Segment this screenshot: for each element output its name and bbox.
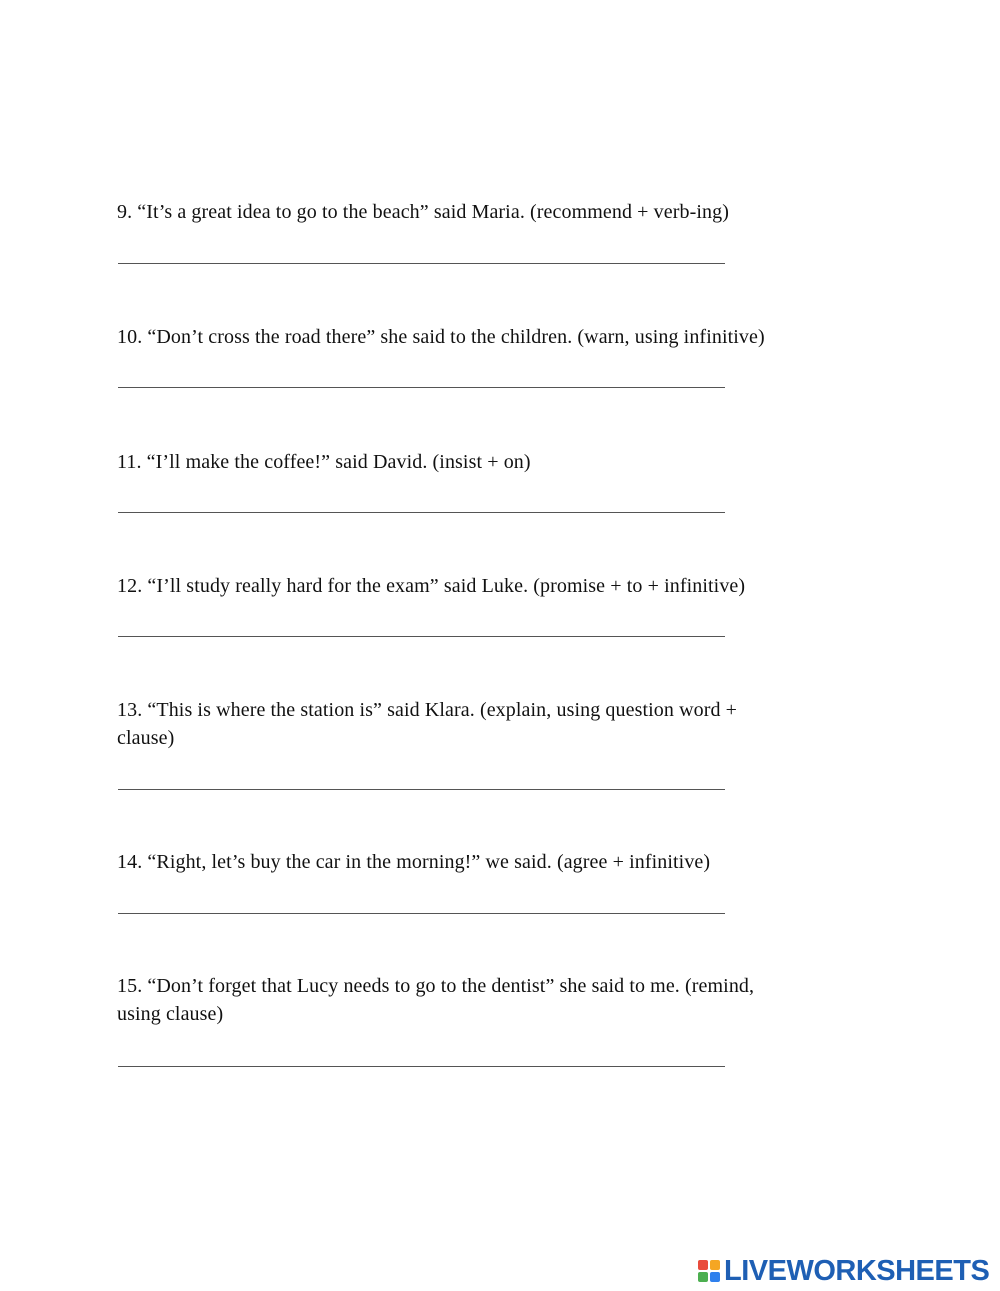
answer-line-12[interactable] [118,636,725,637]
answer-line-15[interactable] [118,1066,725,1067]
logo-square-red [698,1260,708,1270]
question-13-line-2: clause) [117,727,175,749]
question-15-line-2: using clause) [117,1003,224,1025]
liveworksheets-brand [698,1254,989,1288]
question-13 [117,696,847,752]
liveworksheets-logo-icon [698,1260,720,1282]
answer-line-11[interactable] [118,512,725,513]
answer-line-9[interactable] [118,263,725,264]
question-9: 9. “It’s a great idea to go to the beach” said Maria. (recommend + verb-ing) [117,201,729,223]
question-14: 14. “Right, let’s buy the car in the morning!” we said. (agree + infinitive) [117,851,711,873]
logo-square-orange [710,1260,720,1270]
question-12: 12. “I’ll study really hard for the exam” said Luke. (promise + to + infinitive) [117,575,746,597]
answer-line-14[interactable] [118,913,725,914]
logo-square-blue [710,1272,720,1282]
brand-name: LIVEWORKSHEETS [724,1254,990,1287]
answer-line-13[interactable] [118,789,725,790]
logo-square-green [698,1272,708,1282]
question-15-line-1: 15. “Don’t forget that Lucy needs to go to the dentist” she said to me. (remind, [117,975,755,997]
answer-line-10[interactable] [118,387,725,388]
question-10: 10. “Don’t cross the road there” she said to the children. (warn, using infinitive) [117,326,765,348]
question-11: 11. “I’ll make the coffee!” said David. (insist + on) [117,451,531,473]
question-13-line-1: 13. “This is where the station is” said Klara. (explain, using question word + [117,699,738,721]
question-15 [117,972,847,1028]
